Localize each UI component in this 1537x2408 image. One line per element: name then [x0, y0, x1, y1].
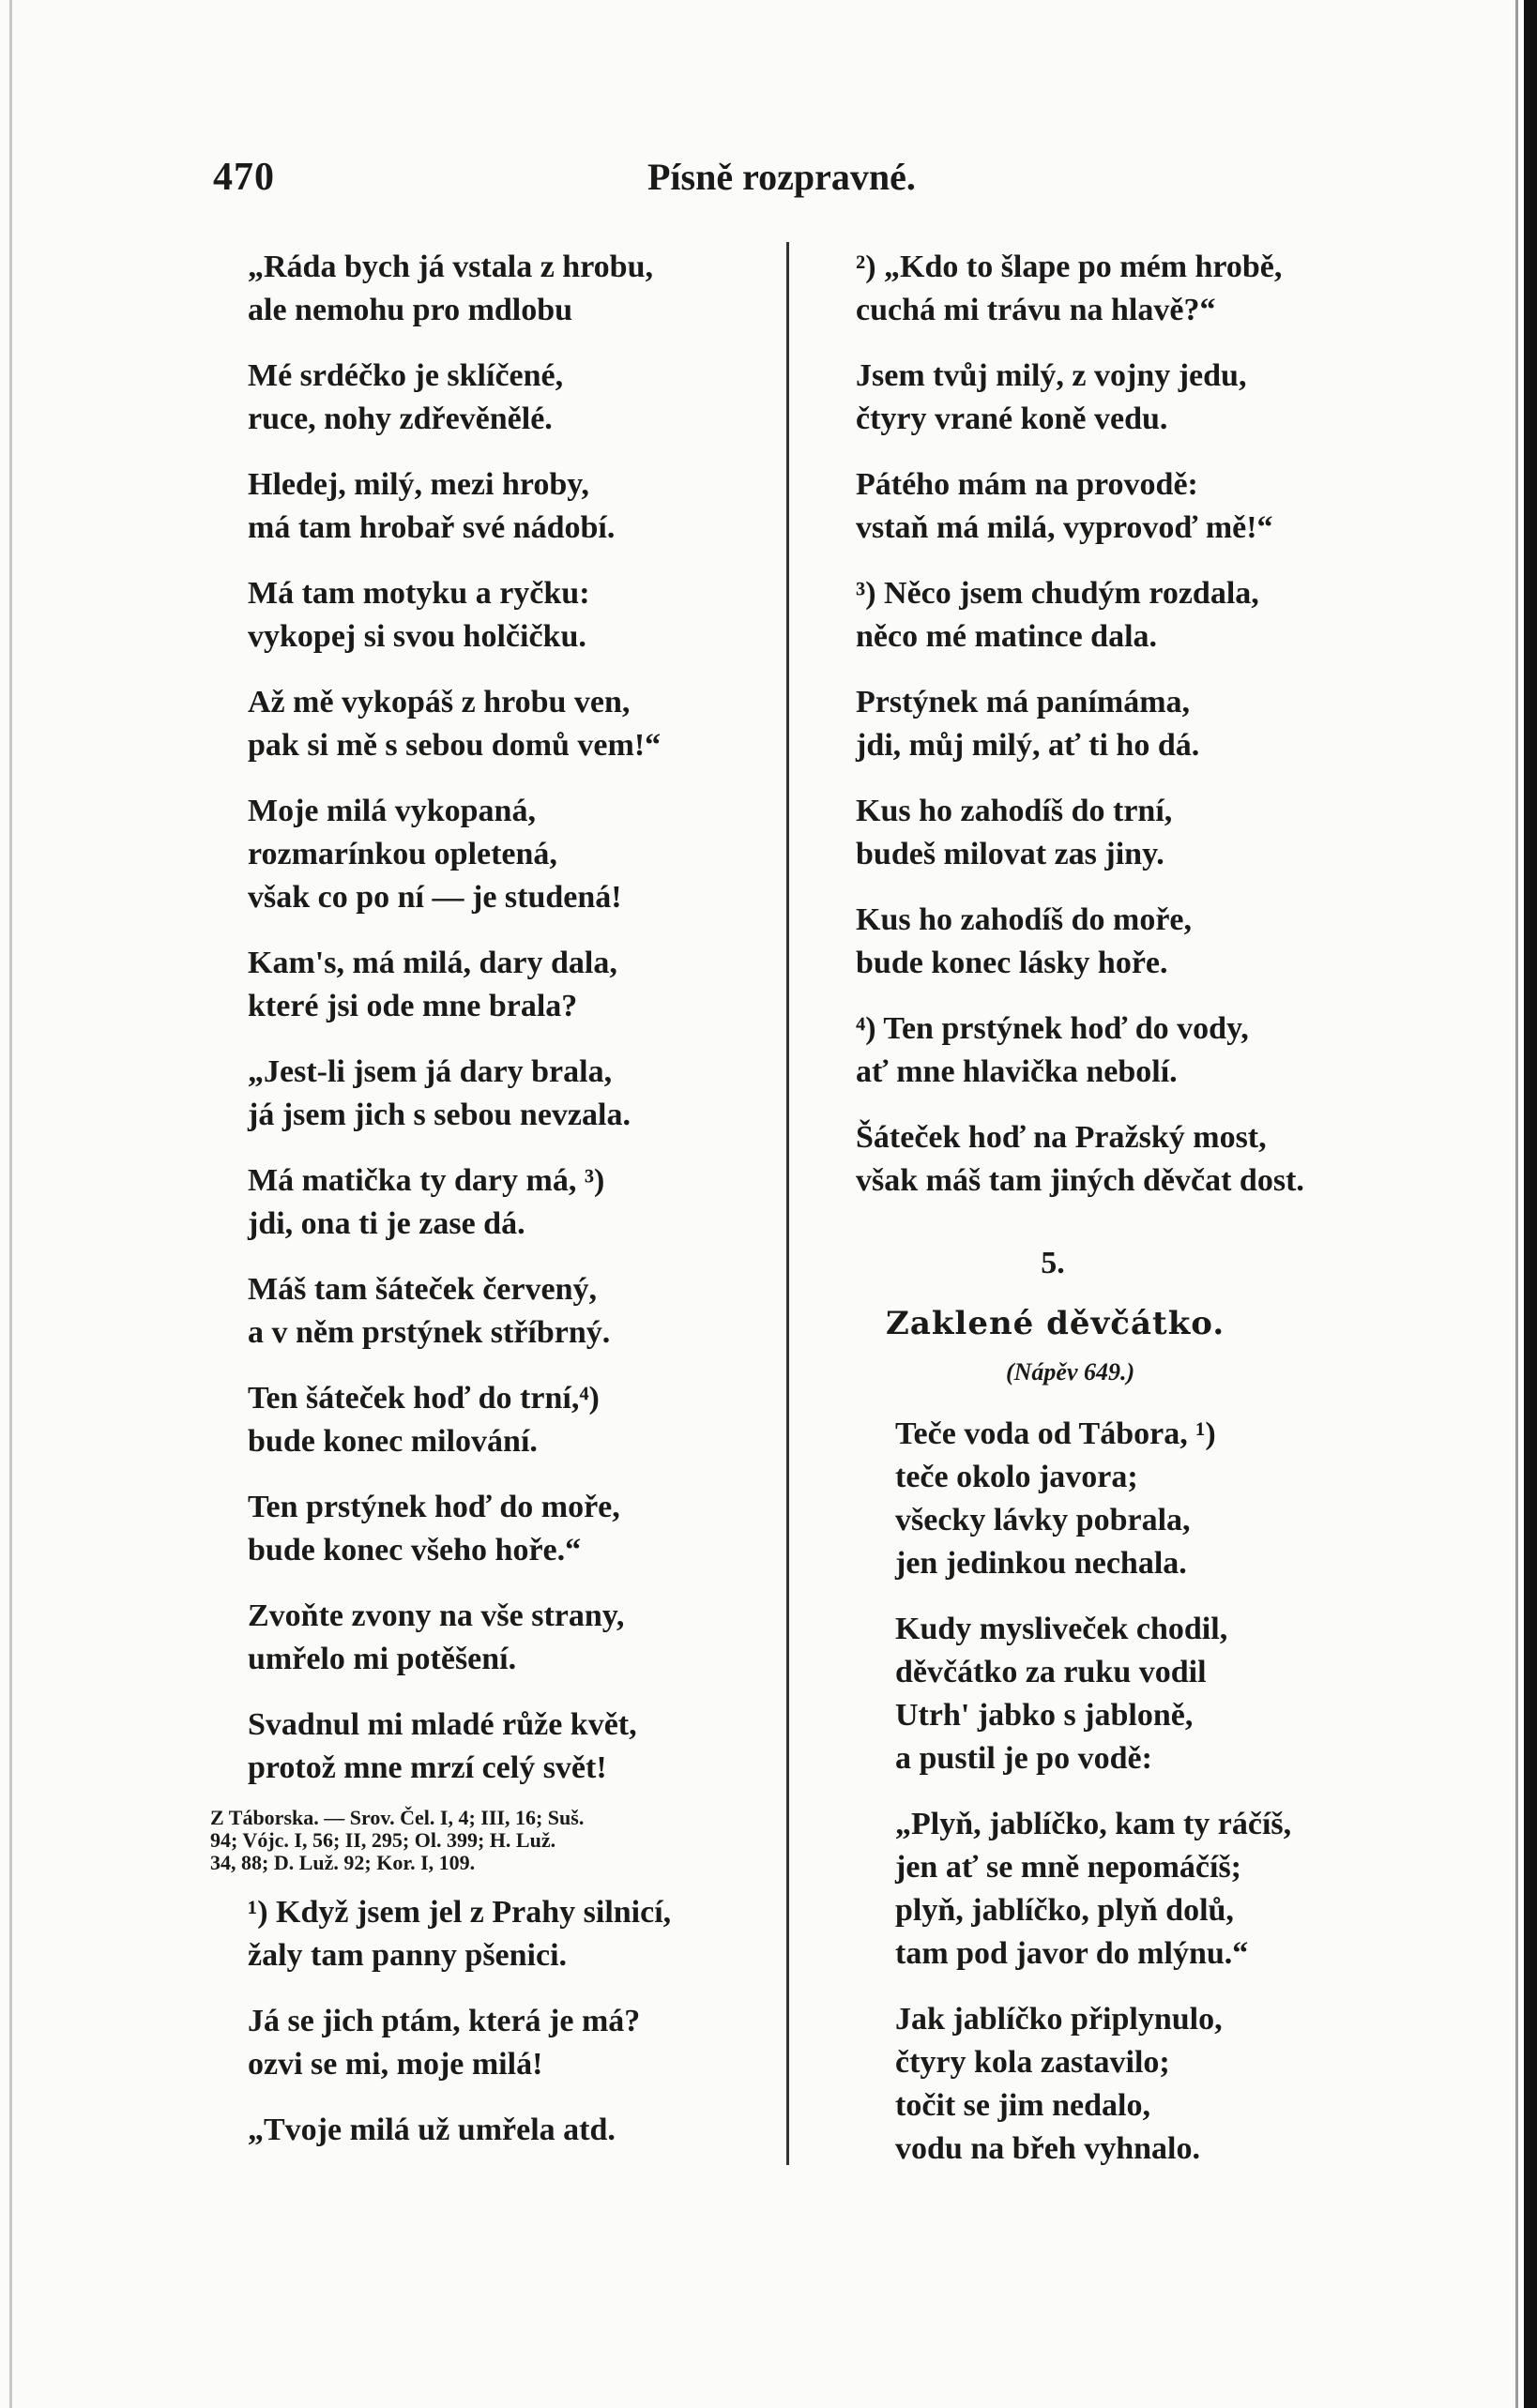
verse-line: a pustil je po vodě:	[895, 1741, 1152, 1776]
column-divider	[786, 242, 789, 2165]
verse-line: Já se jich ptám, která je má?	[248, 2004, 641, 2038]
verse-line: Jak jablíčko připlynulo,	[895, 2002, 1223, 2037]
running-title: Písně rozpravné.	[647, 156, 916, 198]
verse-line: bude konec všeho hoře.“	[248, 1533, 582, 1567]
stanza	[248, 355, 754, 441]
verse-line: jdi, můj milý, ať ti ho dá.	[856, 728, 1200, 763]
verse-line: Utrh' jabko s jabloně,	[895, 1698, 1194, 1733]
stanza	[248, 942, 754, 1028]
verse-line: Má matička ty dary má, ³)	[248, 1163, 605, 1198]
verse-line: pak si mě s sebou domů vem!“	[248, 728, 662, 763]
verse-line: Svadnul mi mladé růže květ,	[248, 1707, 637, 1742]
verse-line: Mé srdéčko je sklíčené,	[248, 358, 564, 393]
page-number: 470	[213, 156, 275, 199]
verse-line: však máš tam jiných děvčat dost.	[856, 1163, 1304, 1198]
verse-line: ozvi se mi, moje milá!	[248, 2047, 543, 2082]
verse-line: které jsi ode mne brala?	[248, 989, 578, 1023]
variant-stanza	[856, 463, 1381, 550]
source-line: 34, 88; D. Luž. 92; Kor. I, 109.	[210, 1851, 476, 1874]
verse-line: ¹) Když jsem jel z Prahy silnicí,	[248, 1895, 672, 1930]
verse-line: Ten šáteček hoď do trní,⁴)	[248, 1381, 600, 1416]
stanza	[895, 1803, 1381, 1976]
left-column	[210, 246, 754, 2174]
verse-line: bude konec lásky hoře.	[856, 946, 1168, 980]
stanza	[895, 1413, 1381, 1585]
verse-line: umřelo mi potěšení.	[248, 1642, 517, 1676]
section-number: 5.	[1041, 1246, 1065, 1280]
verse-line: Ten prstýnek hoď do moře,	[248, 1490, 620, 1524]
verse-line: čtyry vrané koně vedu.	[856, 401, 1168, 436]
melody-note: (Nápěv 649.)	[1006, 1358, 1135, 1386]
verse-line: točit se jim nedalo,	[895, 2088, 1150, 2123]
stanza	[248, 1051, 754, 1137]
verse-line: já jsem jich s sebou nevzala.	[248, 1098, 631, 1132]
stanza	[248, 246, 754, 332]
stanza	[248, 463, 754, 550]
verse-line: protož mne mrzí celý svět!	[248, 1750, 607, 1785]
verse-line: „Tvoje milá už umřela atd.	[248, 2113, 616, 2147]
verse-line: Kus ho zahodíš do trní,	[856, 794, 1173, 828]
verse-line: Hledej, milý, mezi hroby,	[248, 467, 589, 502]
verse-line: Moje milá vykopaná,	[248, 794, 536, 828]
stanza	[248, 1595, 754, 1681]
verse-line: cuchá mi trávu na hlavě?“	[856, 293, 1216, 327]
verse-line: Má tam motyku a ryčku:	[248, 576, 590, 611]
verse-line: Máš tam šáteček červený,	[248, 1272, 597, 1307]
verse-line: „Plyň, jablíčko, kam ty ráčíš,	[895, 1807, 1292, 1841]
stanza	[248, 1377, 754, 1463]
verse-line: „Ráda bych já vstala z hrobu,	[248, 250, 653, 284]
verse-line: tam pod javor do mlýnu.“	[895, 1936, 1249, 1971]
verse-line: Zvoňte zvony na vše strany,	[248, 1598, 625, 1633]
variant-stanza	[856, 899, 1381, 985]
verse-line: však co po ní — je studená!	[248, 880, 622, 915]
verse-line: ⁴) Ten prstýnek hoď do vody,	[856, 1011, 1249, 1046]
verse-line: Pátého mám na provodě:	[856, 467, 1198, 502]
verse-line: teče okolo javora;	[895, 1460, 1138, 1494]
variant-stanza	[856, 355, 1381, 441]
stanza	[248, 790, 754, 919]
verse-line: Šáteček hoď na Pražský most,	[856, 1120, 1267, 1155]
variant-stanza	[856, 246, 1381, 332]
stanza	[248, 1159, 754, 1246]
verse-line: „Jest-li jsem já dary brala,	[248, 1054, 613, 1089]
song-title: Zaklené děvčátko.	[886, 1305, 1225, 1342]
verse-line: ³) Něco jsem chudým rozdala,	[856, 576, 1259, 611]
verse-line: Kudy mysliveček chodil,	[895, 1612, 1228, 1646]
stanza	[248, 1268, 754, 1355]
verse-line: Až mě vykopáš z hrobu ven,	[248, 685, 631, 719]
right-column	[856, 246, 1381, 2193]
verse-line: rozmarínkou opletená,	[248, 837, 557, 871]
stanza	[895, 1998, 1381, 2171]
verse-line: všecky lávky pobrala,	[895, 1503, 1191, 1537]
stanza	[248, 681, 754, 767]
verse-line: jen ať se mně nepomáčíš;	[895, 1850, 1242, 1885]
stanza	[895, 1608, 1381, 1780]
verse-line: ať mne hlavička nebolí.	[856, 1054, 1178, 1089]
variant-stanza	[248, 2109, 754, 2152]
source-line: 94; Vójc. I, 56; II, 295; Ol. 399; H. Luž.	[210, 1828, 556, 1852]
variant-stanza	[248, 1891, 754, 1977]
source-note	[210, 1807, 754, 1874]
page-edge-shadow	[1515, 0, 1518, 2408]
verse-line: děvčátko za ruku vodil	[895, 1655, 1207, 1689]
verse-line: vstaň má milá, vyprovoď mě!“	[856, 510, 1273, 545]
verse-line: Prstýnek má panímáma,	[856, 685, 1191, 719]
variant-stanza	[856, 572, 1381, 659]
verse-line: budeš milovat zas jiny.	[856, 837, 1164, 871]
verse-line: Teče voda od Tábora, ¹)	[895, 1416, 1216, 1451]
verse-line: vodu na břeh vyhnalo.	[895, 2131, 1200, 2166]
verse-line: čtyry kola zastavilo;	[895, 2045, 1170, 2080]
page-edge-right	[1524, 0, 1537, 2408]
verse-line: ²) „Kdo to šlape po mém hrobě,	[856, 250, 1283, 284]
verse-line: bude konec milování.	[248, 1424, 538, 1459]
variant-stanza	[856, 790, 1381, 876]
variant-stanza	[856, 1116, 1381, 1203]
verse-line: plyň, jablíčko, plyň dolů,	[895, 1893, 1234, 1928]
stanza	[248, 572, 754, 659]
page-edge-left	[9, 0, 12, 2408]
verse-line: Kus ho zahodíš do moře,	[856, 902, 1192, 937]
stanza	[248, 1704, 754, 1790]
verse-line: Jsem tvůj milý, z vojny jedu,	[856, 358, 1247, 393]
variant-stanza	[856, 681, 1381, 767]
verse-line: žaly tam panny pšenici.	[248, 1938, 568, 1973]
verse-line: má tam hrobař své nádobí.	[248, 510, 616, 545]
verse-line: jdi, ona ti je zase dá.	[248, 1206, 525, 1241]
verse-line: vykopej si svou holčičku.	[248, 619, 586, 654]
verse-line: ruce, nohy zdřevěnělé.	[248, 401, 553, 436]
verse-line: a v něm prstýnek stříbrný.	[248, 1315, 611, 1350]
source-line: Z Táborska. — Srov. Čel. I, 4; III, 16; Suš.	[210, 1806, 585, 1829]
verse-line: Kam's, má milá, dary dala,	[248, 946, 617, 980]
variant-stanza	[248, 2000, 754, 2086]
verse-line: jen jedinkou nechala.	[895, 1546, 1187, 1581]
verse-line: něco mé matince dala.	[856, 619, 1158, 654]
stanza	[248, 1486, 754, 1572]
verse-line: ale nemohu pro mdlobu	[248, 293, 573, 327]
variant-stanza	[856, 1007, 1381, 1094]
